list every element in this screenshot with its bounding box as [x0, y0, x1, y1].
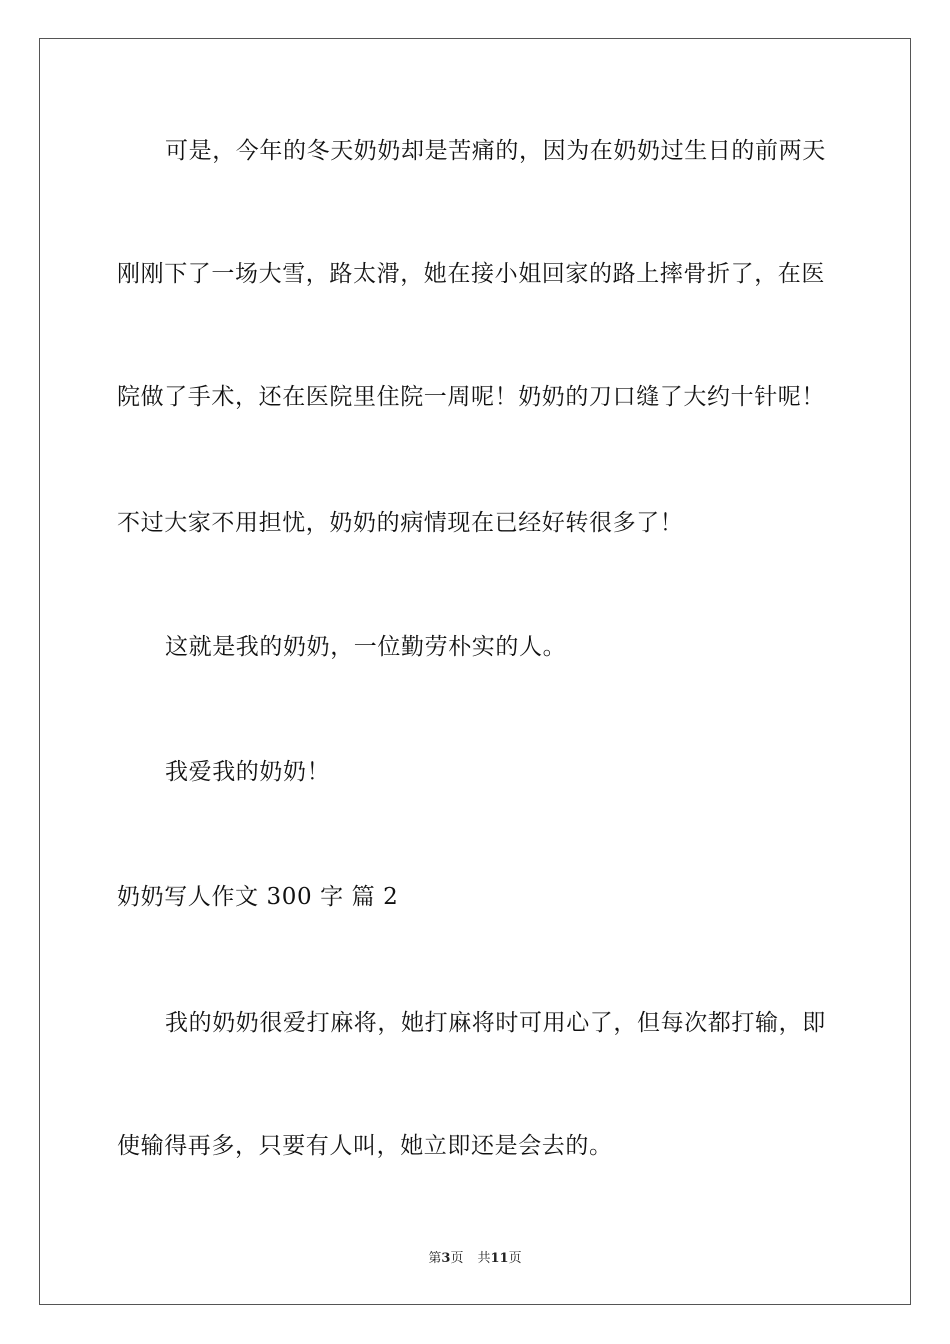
paragraph-line: 我爱我的奶奶！ — [165, 759, 331, 785]
paragraph-line: 院做了手术，还在医院里住院一周呢！奶奶的刀口缝了大约十针呢！ — [117, 384, 825, 410]
total-pages: 11 — [490, 1251, 509, 1266]
paragraph-line: 不过大家不用担忧，奶奶的病情现在已经好转很多了！ — [117, 510, 684, 536]
page-suffix: 页 — [450, 1251, 464, 1266]
paragraph-line: 使输得再多，只要有人叫，她立即还是会去的。 — [117, 1133, 613, 1159]
total-suffix: 页 — [508, 1251, 522, 1266]
paragraph-line: 刚刚下了一场大雪，路太滑，她在接小姐回家的路上摔骨折了，在医 — [117, 261, 825, 287]
page-prefix: 第 — [428, 1251, 442, 1266]
section-heading: 奶奶写人作文 300 字 篇 2 — [117, 884, 399, 910]
paragraph-line: 我的奶奶很爱打麻将，她打麻将时可用心了，但每次都打输，即 — [165, 1010, 826, 1036]
paragraph-line: 这就是我的奶奶，一位勤劳朴实的人。 — [165, 634, 567, 660]
total-prefix: 共 — [477, 1251, 491, 1266]
paragraph-line: 可是，今年的冬天奶奶却是苦痛的，因为在奶奶过生日的前两天 — [165, 138, 826, 164]
page-frame — [39, 38, 911, 1305]
page-number: 3 — [441, 1251, 451, 1266]
page-footer — [0, 1247, 950, 1266]
